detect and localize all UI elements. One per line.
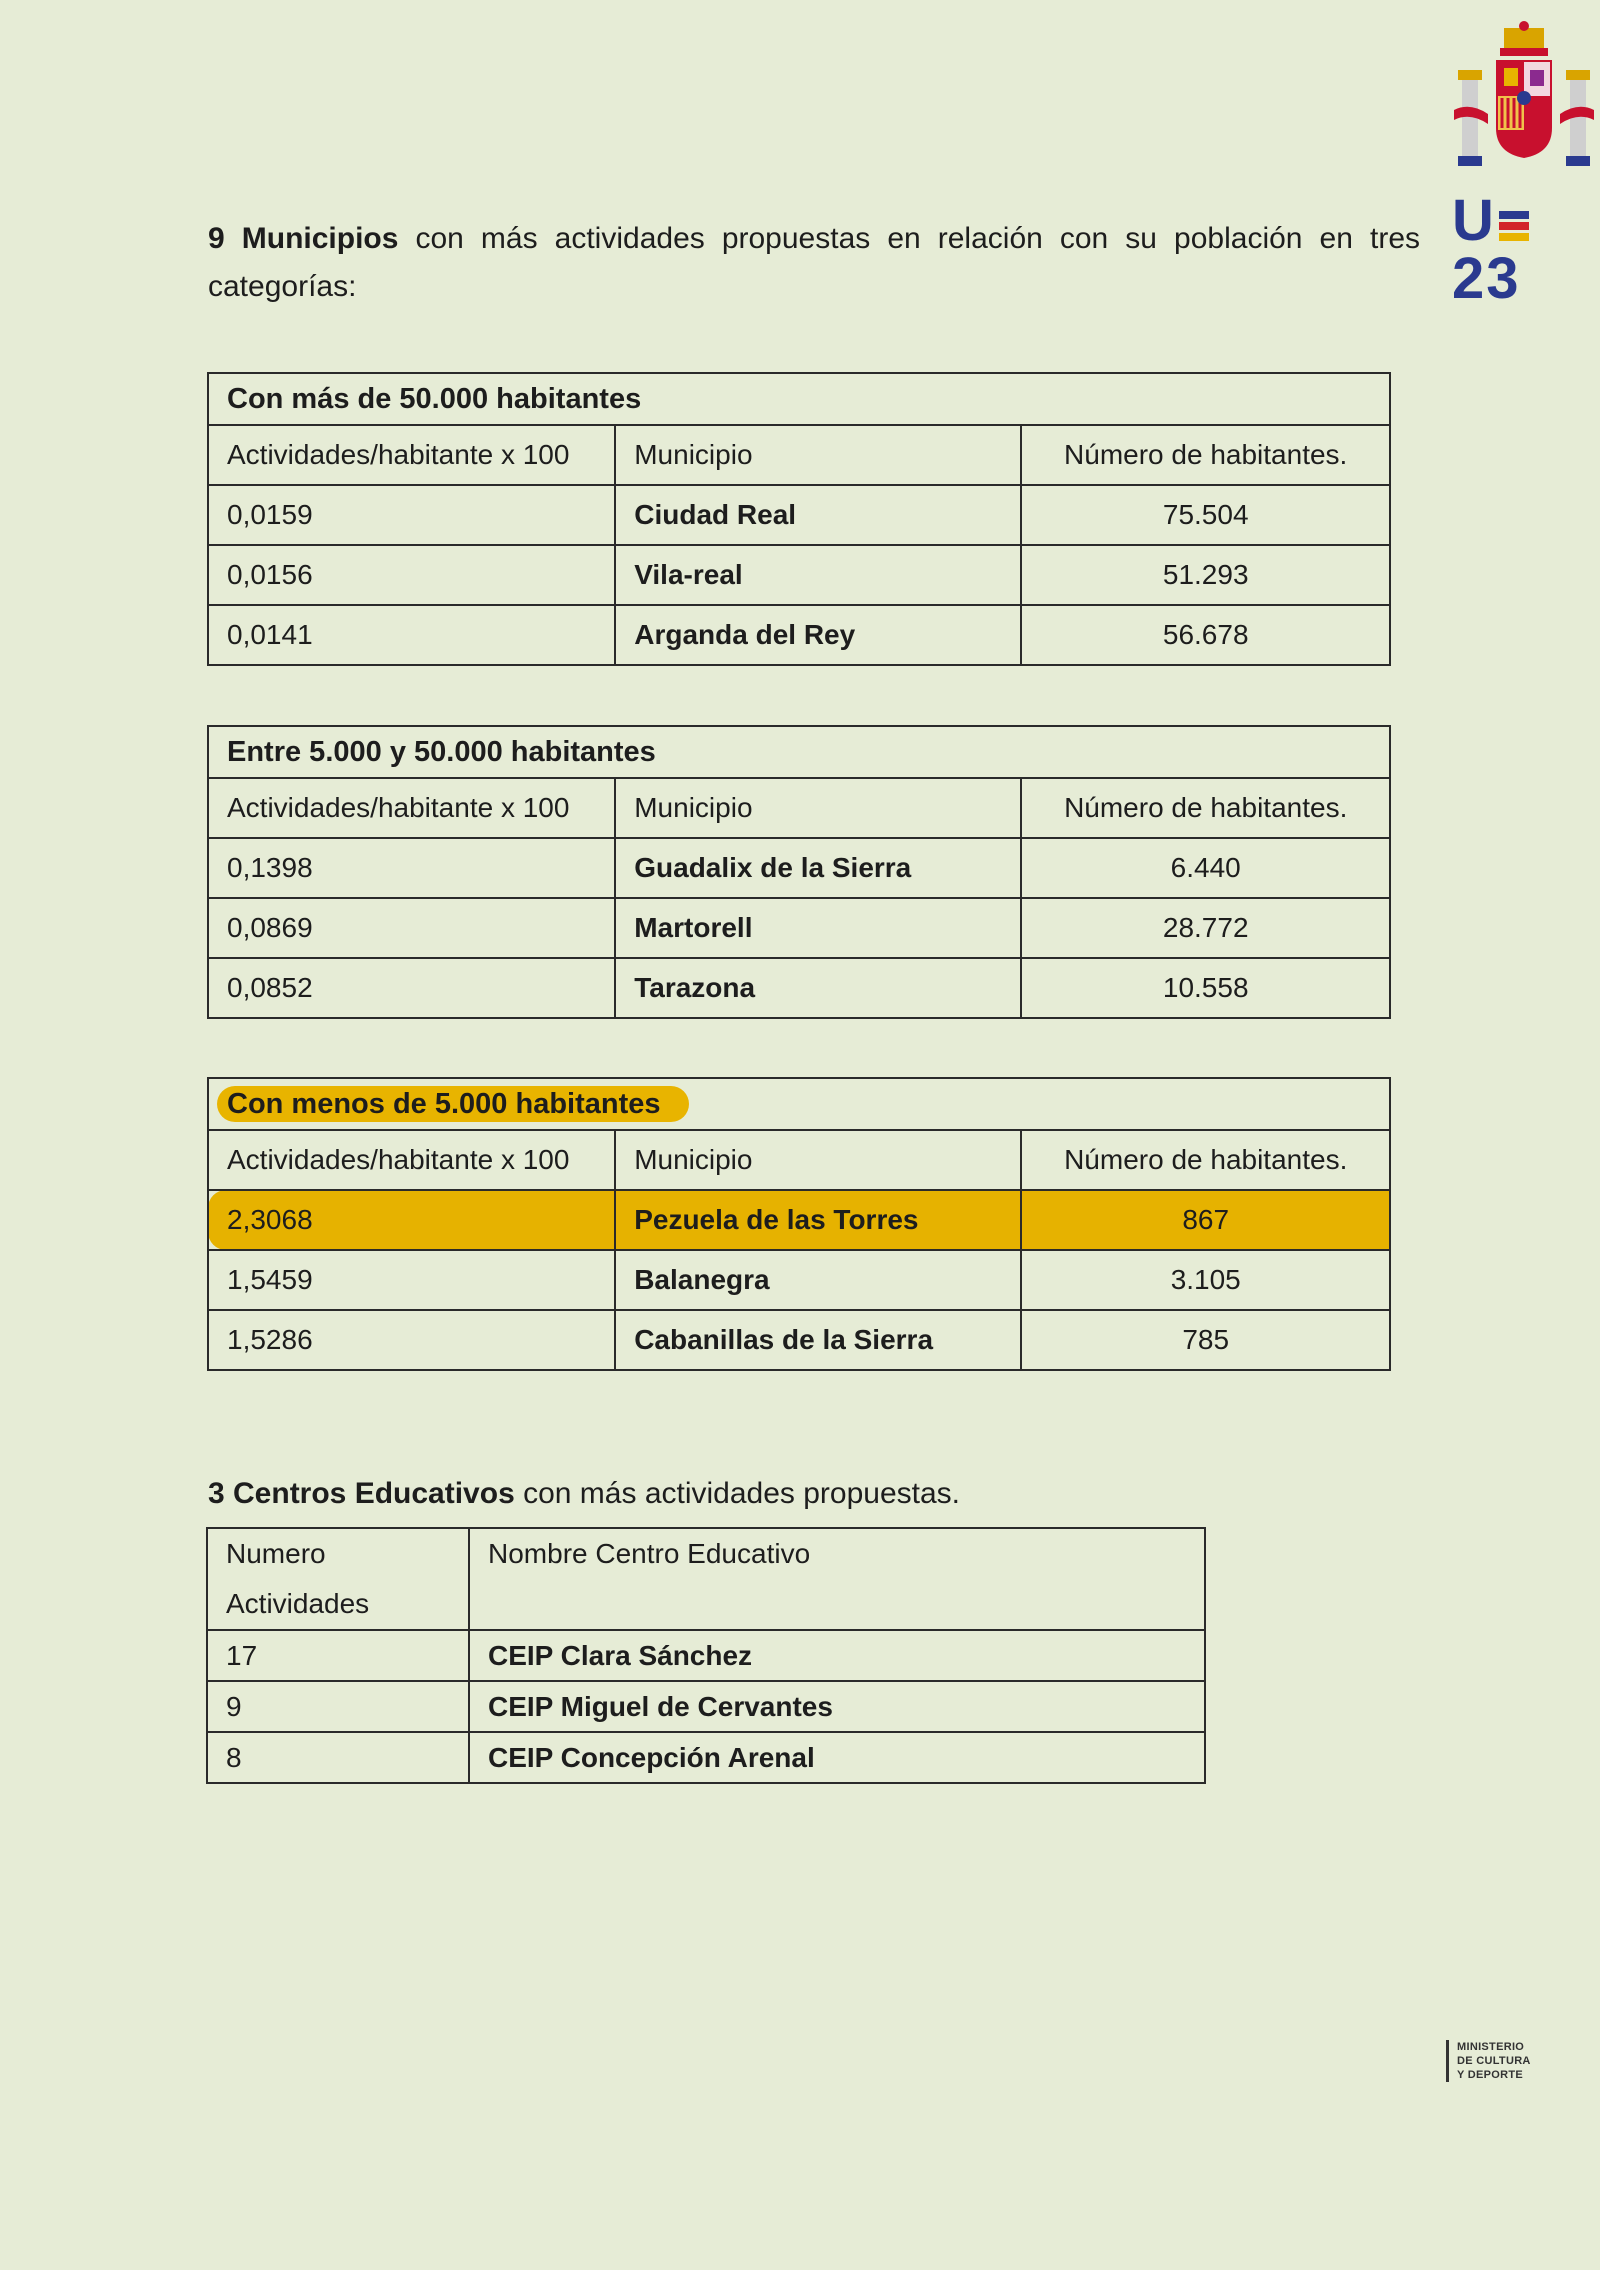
- cell-habitantes: 3.105: [1021, 1250, 1390, 1310]
- header-habitantes: Número de habitantes.: [1021, 778, 1390, 838]
- cell-ratio: 0,0869: [208, 898, 615, 958]
- table-menos-5000: [207, 1077, 1391, 1371]
- cell-ratio: 0,0159: [208, 485, 615, 545]
- header-municipio: Municipio: [615, 1130, 1021, 1190]
- table-caption-highlighted: Con menos de 5.000 habitantes: [217, 1086, 689, 1122]
- intro-text: con más actividades propuestas en relación con su población en tres categorías:: [208, 222, 1421, 303]
- header-ratio: Actividades/habitante x 100: [208, 425, 615, 485]
- header-habitantes: Número de habitantes.: [1021, 1130, 1390, 1190]
- table-caption: Entre 5.000 y 50.000 habitantes: [208, 726, 1390, 778]
- table-row: [208, 898, 1390, 958]
- cell-numero: 8: [207, 1732, 469, 1783]
- table-row: [208, 545, 1390, 605]
- header-municipio: Municipio: [615, 778, 1021, 838]
- cell-municipio: Martorell: [615, 898, 1021, 958]
- cell-nombre: CEIP Concepción Arenal: [469, 1732, 1205, 1783]
- cell-ratio: 1,5286: [208, 1310, 615, 1370]
- table-mas-50000: [207, 372, 1391, 666]
- table-header-row: [208, 778, 1390, 838]
- table-header-row: [208, 1130, 1390, 1190]
- cell-ratio: 0,0156: [208, 545, 615, 605]
- cell-ratio: 0,0852: [208, 958, 615, 1018]
- table-row: [207, 1681, 1205, 1732]
- table-header-row: [208, 425, 1390, 485]
- cell-numero: 9: [207, 1681, 469, 1732]
- header-numero-line1: Numero: [226, 1538, 326, 1569]
- table-caption-row: [208, 1078, 1390, 1130]
- header-ratio: Actividades/habitante x 100: [208, 778, 615, 838]
- cell-habitantes: 785: [1021, 1310, 1390, 1370]
- cell-municipio: Arganda del Rey: [615, 605, 1021, 665]
- cell-habitantes: 10.558: [1021, 958, 1390, 1018]
- table-row: [208, 485, 1390, 545]
- header-ratio: Actividades/habitante x 100: [208, 1130, 615, 1190]
- table-caption-row: [208, 373, 1390, 425]
- ministry-logo: [1446, 2040, 1531, 2082]
- cell-ratio: 1,5459: [208, 1250, 615, 1310]
- table-centros-educativos: [206, 1527, 1206, 1784]
- table-caption-row: [208, 726, 1390, 778]
- cell-habitantes: 28.772: [1021, 898, 1390, 958]
- cell-nombre: CEIP Clara Sánchez: [469, 1630, 1205, 1681]
- table-header-row: [207, 1528, 1205, 1630]
- cell-municipio: Guadalix de la Sierra: [615, 838, 1021, 898]
- cell-municipio: Cabanillas de la Sierra: [615, 1310, 1021, 1370]
- centros-heading: [208, 1470, 960, 1518]
- ministry-line1: MINISTERIO: [1457, 2041, 1525, 2053]
- cell-municipio: Vila-real: [615, 545, 1021, 605]
- cell-numero: 17: [207, 1630, 469, 1681]
- table-caption-cell: [208, 1078, 1390, 1130]
- table-row: [208, 838, 1390, 898]
- cell-municipio: Pezuela de las Torres: [615, 1190, 1021, 1250]
- table-row-highlighted: [208, 1190, 1390, 1250]
- cell-municipio: Balanegra: [615, 1250, 1021, 1310]
- cell-habitantes: 56.678: [1021, 605, 1390, 665]
- header-numero-actividades: [207, 1528, 469, 1630]
- table-row: [208, 958, 1390, 1018]
- header-habitantes: Número de habitantes.: [1021, 425, 1390, 485]
- ue23-logo: U 23: [1452, 192, 1600, 308]
- cell-ratio: 2,3068: [208, 1190, 615, 1250]
- table-row: [208, 1310, 1390, 1370]
- ministry-line2: DE CULTURA: [1457, 2055, 1531, 2067]
- table-row: [208, 1250, 1390, 1310]
- cell-habitantes: 867: [1021, 1190, 1390, 1250]
- centros-heading-bold: 3 Centros Educativos: [208, 1477, 515, 1510]
- cell-habitantes: 75.504: [1021, 485, 1390, 545]
- cell-ratio: 0,0141: [208, 605, 615, 665]
- table-row: [208, 605, 1390, 665]
- cell-ratio: 0,1398: [208, 838, 615, 898]
- table-row: [207, 1630, 1205, 1681]
- header-municipio: Municipio: [615, 425, 1021, 485]
- ministry-line3: Y DEPORTE: [1457, 2069, 1524, 2081]
- intro-bold: 9 Municipios: [208, 222, 399, 255]
- cell-habitantes: 6.440: [1021, 838, 1390, 898]
- cell-nombre: CEIP Miguel de Cervantes: [469, 1681, 1205, 1732]
- cell-habitantes: 51.293: [1021, 545, 1390, 605]
- table-entre-5000-50000: [207, 725, 1391, 1019]
- cell-municipio: Ciudad Real: [615, 485, 1021, 545]
- header-nombre-centro: Nombre Centro Educativo: [469, 1528, 1205, 1630]
- centros-heading-text: con más actividades propuestas.: [514, 1477, 961, 1510]
- table-row: [207, 1732, 1205, 1783]
- cell-municipio: Tarazona: [615, 958, 1021, 1018]
- table-caption: Con más de 50.000 habitantes: [208, 373, 1390, 425]
- intro-paragraph: [208, 215, 1420, 311]
- coat-of-arms-icon: [1448, 18, 1600, 188]
- header-numero-line2: Actividades: [226, 1588, 370, 1619]
